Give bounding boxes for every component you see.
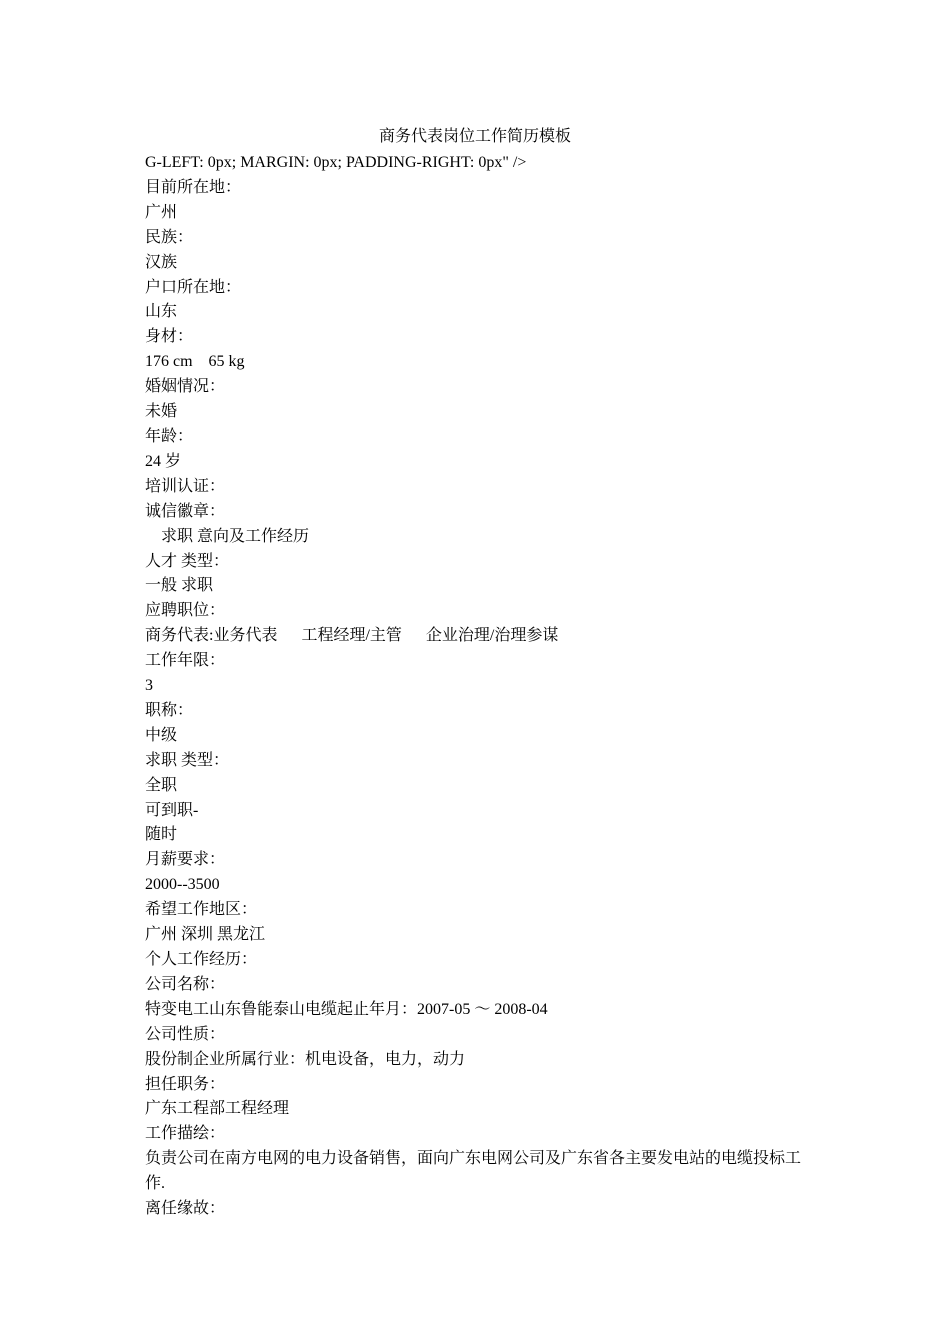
text-line: 应聘职位： xyxy=(145,602,226,620)
text-line: 婚姻情况： xyxy=(145,378,226,396)
text-line: 培训认证： xyxy=(145,477,226,495)
text-line: 工作描绘： xyxy=(145,1125,226,1143)
text-line: 176 cm 65 kg xyxy=(145,353,245,371)
text-line: 民族： xyxy=(145,228,194,246)
text-line: 工作年限： xyxy=(145,652,226,670)
text-line: 年龄： xyxy=(145,427,194,445)
text-line: 公司名称： xyxy=(145,975,226,993)
document-body xyxy=(145,151,810,1222)
text-line: 希望工作地区： xyxy=(145,901,258,919)
text-line: 3 xyxy=(145,677,153,695)
text-line: 目前所在地： xyxy=(145,178,242,196)
text-line: 诚信徽章： xyxy=(145,502,226,520)
text-line: 一般 求职 xyxy=(145,577,214,595)
text-line: 户口所在地： xyxy=(145,278,242,296)
text-line: 广州 xyxy=(145,203,178,221)
text-line: 个人工作经历： xyxy=(145,951,258,968)
text-line: 职称： xyxy=(145,701,194,719)
section-heading: 求职 意向及工作经历 xyxy=(145,527,310,545)
text-line: 特变电工山东鲁能泰山电缆起止年月：2007-05 ～ 2008-04 xyxy=(145,1000,548,1018)
text-line: 全职 xyxy=(145,776,178,794)
text-line: 月薪要求： xyxy=(145,851,226,869)
text-line: 广州 深圳 黑龙江 xyxy=(145,926,266,944)
text-line: 商务代表:业务代表 工程经理/主管 企业治理/治理参谋 xyxy=(145,627,559,645)
text-line: 未婚 xyxy=(145,403,178,421)
text-line: 随时 xyxy=(145,826,178,844)
text-line: 汉族 xyxy=(145,253,178,271)
text-line: 身材： xyxy=(145,328,194,346)
text-line: 广东工程部工程经理 xyxy=(145,1100,290,1118)
text-line: 山东 xyxy=(145,303,178,321)
text-line: 可到职- xyxy=(145,801,199,819)
text-line: 2000--3500 xyxy=(145,876,220,894)
text-line: 公司性质： xyxy=(145,1025,226,1043)
text-line: 24 岁 xyxy=(145,452,182,470)
text-line: 人才 类型： xyxy=(145,552,230,570)
text-line: 中级 xyxy=(145,726,178,744)
text-line: 负责公司在南方电网的电力设备销售，面向广东电网公司及广东省各主要发电站的电缆投标工作. xyxy=(145,1150,802,1193)
text-line: G-LEFT: 0px; MARGIN: 0px; PADDING-RIGHT: 0px" /> xyxy=(145,154,527,171)
document-title: 商务代表岗位工作简历模板 xyxy=(378,128,571,145)
text-line: 股份制企业所属行业：机电设备，电力，动力 xyxy=(145,1050,466,1068)
text-line: 担任职务： xyxy=(145,1075,226,1093)
text-line: 求职 类型： xyxy=(145,751,230,769)
text-line: 离任缘故： xyxy=(145,1200,226,1218)
